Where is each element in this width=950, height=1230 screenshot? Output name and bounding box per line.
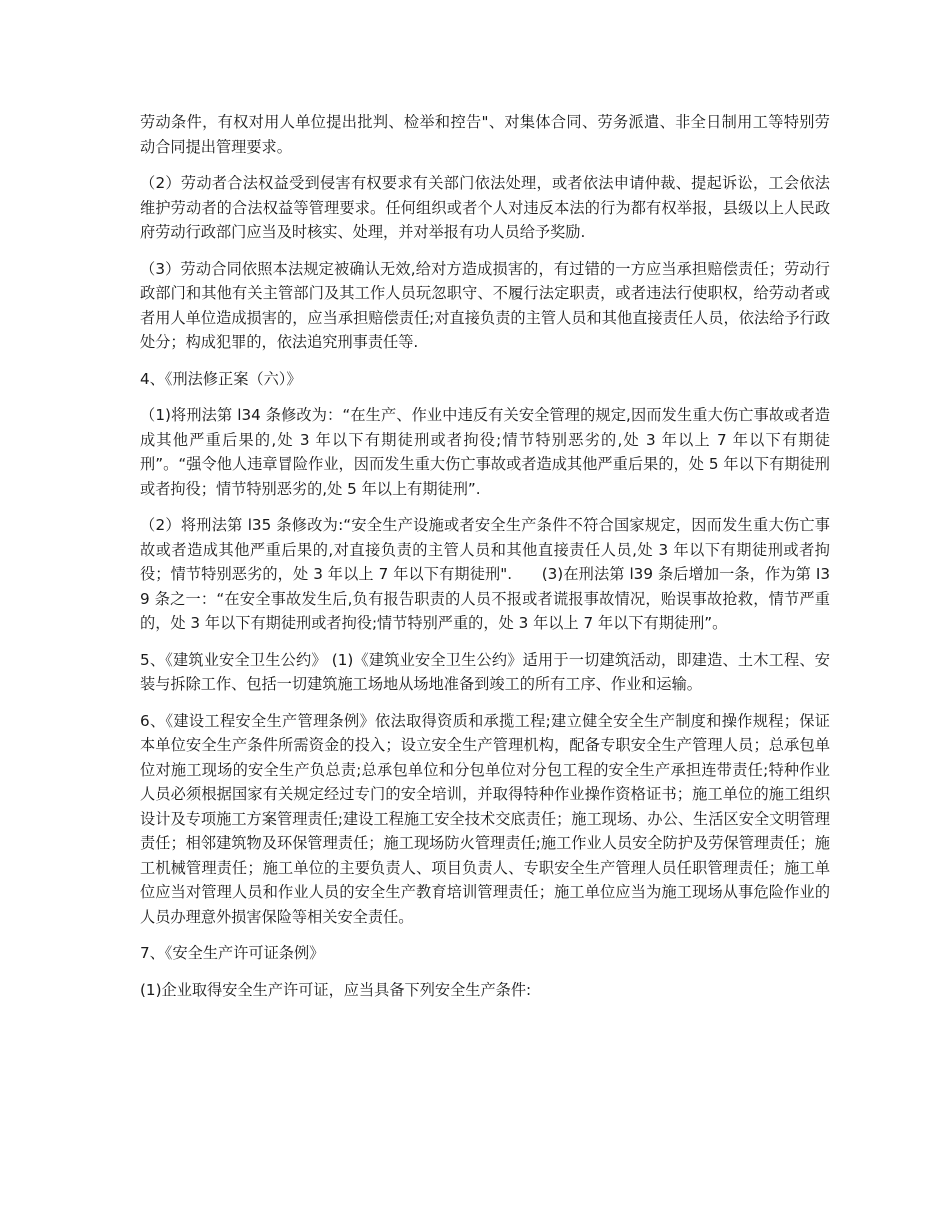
heading-criminal-law-amendment: 4、《刑法修正案（六）》 (140, 369, 302, 388)
paragraph-article-135-139: （2）将刑法第 l35 条修改为:“安全生产设施或者安全生产条件不符合国家规定，因而发生重大伤亡事故或者造成其他严重后果的,对直接负责的主管人员和其他直接责任人员,处 3 年以下有期徒刑或者拘役；情节特别恶劣的，处 3 年以上 7 年以下有期徒刑". (3)在刑法第 l39 条后增加一条，作为第 I39 条之一：“在安全事故发生后,负有报告职责的人员不报或者谎报事故情况，贻误事故抢救，情节严重的，处 3 年以下有期徒刑或者拘役;情节特别严重的，处 3 年以上 7 年以下有期徒刑”。 (140, 516, 830, 632)
paragraph-construction-regulation: 6、《建设工程安全生产管理条例》依法取得资质和承揽工程;建立健全安全生产制度和操作规程；保证本单位安全生产条件所需资金的投入；设立安全生产管理机构，配备专职安全生产管理人员；总承包单位对施工现场的安全生产负总责;总承包单位和分包单位对分包工程的安全生产承担连带责任;特种作业人员必须根据国家有关规定经过专门的安全培训，并取得特种作业操作资格证书；施工单位的施工组织设计及专项施工方案管理责任;建设工程施工安全技术交底责任；施工现场、办公、生活区安全文明管理责任；相邻建筑物及环保管理责任；施工现场防火管理责任;施工作业人员安全防护及劳保管理责任；施工机械管理责任；施工单位的主要负责人、项目负责人、专职安全生产管理人员任职管理责任；施工单位应当对管理人员和作业人员的安全生产教育培训管理责任；施工单位应当为施工现场从事危险作业的人员办理意外损害保险等相关安全责任。 (140, 711, 830, 926)
paragraph-labor-conditions: 劳动条件，有权对用人单位提出批判、检举和控告"、对集体合同、劳务派遣、非全日制用工等特别劳动合同提出管理要求。 (140, 113, 830, 156)
paragraph-contract-invalid: （3）劳动合同依照本法规定被确认无效,给对方造成损害的，有过错的一方应当承担赔偿责任；劳动行政部门和其他有关主管部门及其工作人员玩忽职守、不履行法定职责，或者违法行使职权，给劳动者或者用人单位造成损害的，应当承担赔偿责任;对直接负责的主管人员和其他直接责任人员，依法给予行政处分；构成犯罪的，依法追究刑事责任等. (140, 259, 830, 351)
paragraph-construction-convention: 5、《建筑业安全卫生公约》 (1)《建筑业安全卫生公约》适用于一切建筑活动，即建造、土木工程、安装与拆除工作、包括一切建筑施工场地从场地准备到竣工的所有工序、作业和运输。 (140, 650, 830, 693)
paragraph-labor-rights: （2）劳动者合法权益受到侵害有权要求有关部门依法处理，或者依法申请仲裁、提起诉讼，工会依法维护劳动者的合法权益等管理要求。任何组织或者个人对违反本法的行为都有权举报，县级以上人民政府劳动行政部门应当及时核实、处理，并对举报有功人员给予奖励. (140, 174, 830, 241)
paragraph-license-conditions: (1)企业取得安全生产许可证，应当具备下列安全生产条件: (140, 980, 532, 999)
paragraph-article-134: （1)将刑法第 l34 条修改为：“在生产、作业中违反有关安全管理的规定,因而发生重大伤亡事故或者造成其他严重后果的,处 3 年以下有期徒刑或者拘役;情节特别恶劣的,处 3 年以上 7 年以下有期徒刑”。“强令他人违章冒险作业，因而发生重大伤亡事故或者造成其他严重后果的，处 5 年以下有期徒刑或者拘役；情节特别恶劣的,处 5 年以上有期徒刑”. (140, 406, 830, 498)
heading-safety-license-regulation: 7、《安全生产许可证条例》 (140, 944, 325, 962)
